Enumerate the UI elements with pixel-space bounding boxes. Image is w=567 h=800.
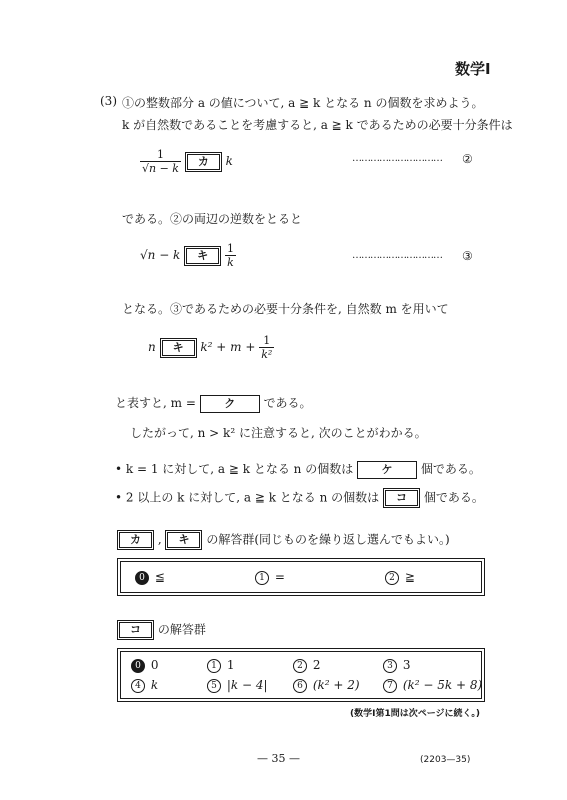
choice-value: |k − 4|	[226, 678, 268, 692]
choice-1-2[interactable]	[385, 570, 415, 585]
equation-3-denominator: k	[227, 256, 234, 269]
choices-2-label: の解答群	[157, 622, 206, 637]
page-header-title: 数学Ⅰ	[455, 60, 491, 78]
choice-1-1[interactable]	[255, 570, 285, 585]
equation-2-fraction	[140, 148, 181, 175]
equation-2-numerator: 1	[140, 148, 181, 162]
choice-2-4[interactable]	[131, 678, 158, 693]
bullet-2-text-b: 個である。	[423, 490, 484, 505]
equation-3-lhs: √n − k	[140, 248, 181, 262]
problem-line-4: となる。③であるための必要十分条件を, 自然数 m を用いて	[122, 302, 449, 316]
choice-value: (k² + 2)	[312, 678, 360, 692]
choices-1-label: の解答群(同じものを繰り返し選んでもよい。)	[206, 532, 450, 547]
page-code: (2203—35)	[420, 755, 471, 765]
problem-line-6: したがって, n > k² に注意すると, 次のことがわかる。	[130, 426, 427, 440]
equation-2-dots: …………………………	[352, 153, 442, 164]
answer-box-ko[interactable]: コ	[383, 488, 420, 508]
choice-label-box-ko: コ	[117, 620, 154, 640]
choices-1-panel	[120, 561, 482, 593]
choice-label-box-ki: キ	[165, 530, 202, 550]
choice-value: ≧	[404, 570, 415, 584]
choice-value: =	[274, 570, 285, 584]
choice-2-6[interactable]	[293, 678, 360, 693]
problem-line-1: ①の整数部分 a の値について, a ≧ k となる n の個数を求めよう。	[122, 96, 484, 110]
equation-2	[140, 148, 233, 175]
answer-box-ki[interactable]: キ	[184, 246, 221, 266]
bullet-1-text-b: 個である。	[420, 462, 481, 476]
choices-2-label-row	[117, 620, 206, 640]
equation-3-fraction	[225, 242, 236, 269]
choice-value: 1	[226, 658, 235, 672]
choice-mark: 0	[131, 659, 145, 673]
choice-2-5[interactable]	[207, 678, 268, 693]
choice-2-1[interactable]	[207, 658, 234, 673]
problem-line-3: である。②の両辺の逆数をとると	[122, 212, 303, 226]
bullet-2-text-a: • 2 以上の k に対して, a ≧ k となる n の個数は	[115, 490, 380, 505]
bullet-1	[115, 460, 481, 479]
equation-2-ref: ②	[462, 152, 473, 166]
equation-3-dots: …………………………	[352, 250, 442, 261]
equation-4-mid: k² + m +	[200, 340, 256, 354]
equation-4-fraction	[259, 334, 274, 361]
equation-3-numerator: 1	[227, 242, 234, 255]
equation-3-ref: ③	[462, 249, 473, 263]
answer-box-ke[interactable]: ケ	[357, 461, 417, 479]
answer-box-ka[interactable]: カ	[185, 152, 222, 172]
choice-label-box-ka: カ	[117, 530, 154, 550]
choice-mark: 5	[207, 679, 221, 693]
choices-1-sep: ,	[157, 532, 162, 547]
choice-2-7[interactable]	[383, 678, 482, 693]
problem-line-5-text-a: と表すと, m =	[115, 396, 196, 410]
equation-4-numerator: 1	[259, 334, 274, 348]
choice-mark: 4	[131, 679, 145, 693]
choice-mark: 1	[255, 571, 269, 585]
equation-4-lhs: n	[148, 340, 156, 354]
choice-2-2[interactable]	[293, 658, 320, 673]
choice-value: k	[150, 678, 159, 692]
choice-mark: 2	[293, 659, 307, 673]
choices-2-panel	[120, 651, 482, 699]
choice-mark: 6	[293, 679, 307, 693]
problem-line-5	[115, 394, 312, 413]
choice-value: (k² − 5k + 8)	[402, 678, 483, 692]
answer-box-ki-2[interactable]: キ	[160, 338, 197, 358]
choice-value: 0	[150, 658, 159, 672]
choice-mark: 2	[385, 571, 399, 585]
equation-4-denominator: k²	[261, 348, 273, 361]
equation-2-denominator: √n − k	[142, 162, 179, 175]
choice-mark: 0	[135, 571, 149, 585]
choice-mark: 3	[383, 659, 397, 673]
equation-4	[148, 334, 274, 361]
choice-value: 3	[402, 658, 411, 672]
choice-mark: 1	[207, 659, 221, 673]
equation-3	[140, 242, 236, 269]
choices-1-label-row	[117, 530, 450, 550]
problem-number: (3)	[100, 94, 117, 108]
answer-box-ku[interactable]: ク	[200, 395, 260, 413]
choice-2-0[interactable]	[131, 658, 158, 673]
choice-value: 2	[312, 658, 321, 672]
problem-line-5-text-b: である。	[263, 396, 312, 410]
choice-2-3[interactable]	[383, 658, 410, 673]
problem-line-2: k が自然数であることを考慮すると, a ≧ k であるための必要十分条件は	[122, 118, 513, 132]
choice-mark: 7	[383, 679, 397, 693]
page-number: — 35 —	[257, 752, 300, 765]
continue-note: (数学Ⅰ第1問は次ページに続く。)	[350, 709, 480, 719]
bullet-2	[115, 488, 484, 508]
choice-value: ≦	[154, 570, 165, 584]
bullet-1-text-a: • k = 1 に対して, a ≧ k となる n の個数は	[115, 462, 354, 476]
choice-1-0[interactable]	[135, 570, 165, 585]
equation-2-tail: k	[225, 154, 233, 168]
